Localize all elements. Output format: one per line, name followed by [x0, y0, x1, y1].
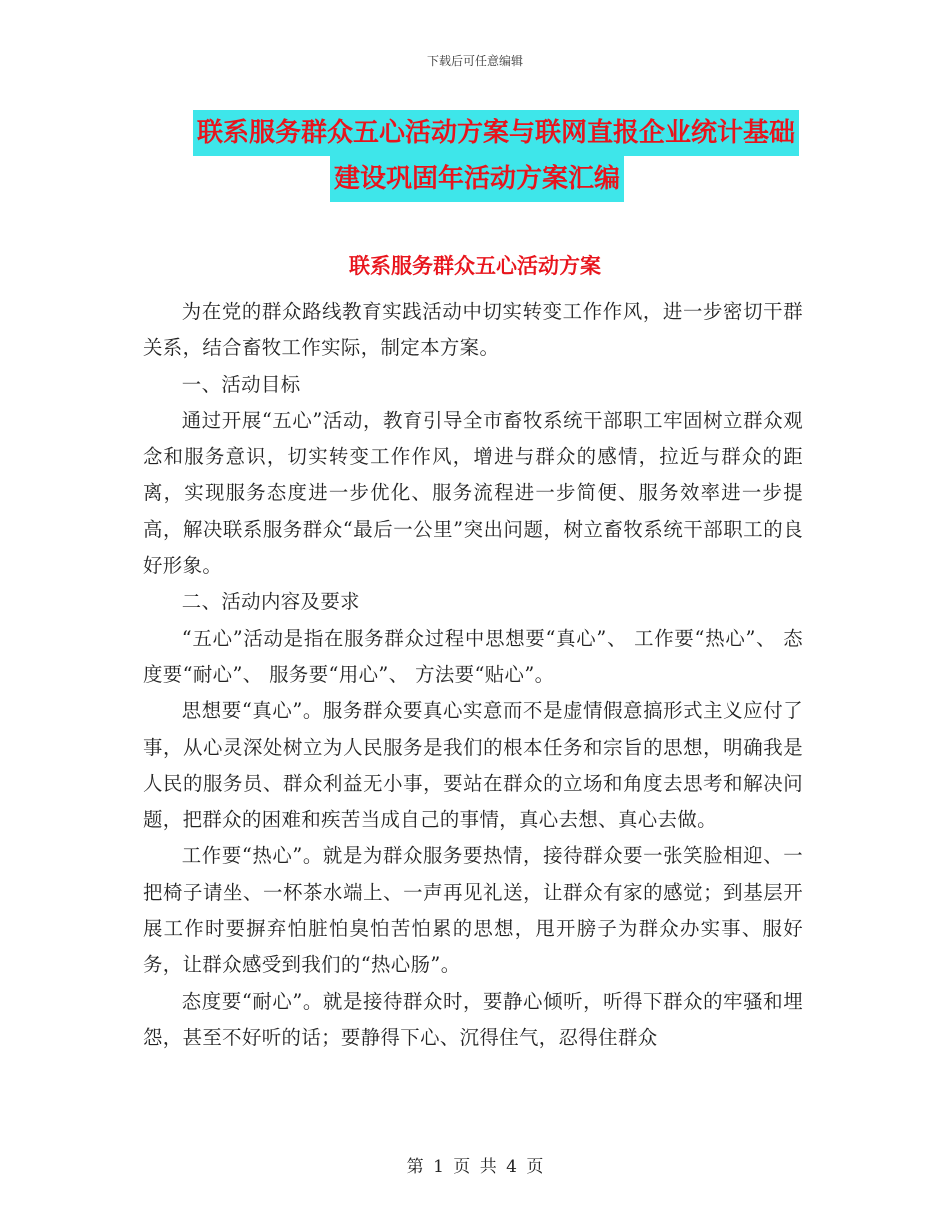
heading-activity-goal: 一、活动目标: [181, 372, 301, 396]
document-body: [143, 294, 803, 1056]
header-note: 下载后可任意编辑: [426, 54, 523, 68]
paragraph-goal: 通过开展“五心”活动，教育引导全市畜牧系统干部职工牢固树立群众观念和服务意识，切实转变工作作风，增进与群众的感情，拉近与群众的距离，实现服务态度进一步优化、服务流程进一步简便、服务效率进一步提高，解决联系服务群众“最后一公里”突出问题，树立畜牧系统干部职工的良好形象。: [143, 408, 803, 578]
section-title: 联系服务群众五心活动方案: [349, 254, 601, 278]
heading-content-requirements: 二、活动内容及要求: [181, 590, 360, 614]
paragraph-intro: 为在党的群众路线教育实践活动中切实转变工作作风，进一步密切干群关系，结合畜牧工作实际，制定本方案。: [143, 300, 803, 360]
paragraph-sincere: 思想要“真心”。服务群众要真心实意而不是虚情假意搞形式主义应付了事，从心灵深处树立为人民服务是我们的根本任务和宗旨的思想，明确我是人民的服务员、群众利益无小事，要站在群众的立场和角度去思考和解决问题，把群众的困难和疾苦当成自己的事情，真心去想、真心去做。: [143, 699, 803, 832]
document-title-line-2: 建设巩固年活动方案汇编: [330, 156, 624, 202]
paragraph-patient: 态度要“耐心”。就是接待群众时，要静心倾听，听得下群众的牢骚和埋怨，甚至不好听的话；要静得下心、沉得住气，忍得住群众: [143, 989, 803, 1049]
document-title-line-1: 联系服务群众五心活动方案与联网直报企业统计基础: [193, 110, 799, 156]
paragraph-warm: 工作要“热心”。就是为群众服务要热情，接待群众要一张笑脸相迎、一把椅子请坐、一杯茶水端上、一声再见礼送，让群众有家的感觉；到基层开展工作时要摒弃怕脏怕臭怕苦怕累的思想，甩开膀子为群众办实事、服好务，让群众感受到我们的“热心肠”。: [143, 844, 803, 977]
paragraph-five-hearts: “五心”活动是指在服务群众过程中思想要“真心”、 工作要“热心”、 态度要“耐心”、 服务要“用心”、 方法要“贴心”。: [143, 626, 803, 686]
document-title: [185, 110, 825, 202]
page-footer: 第 1 页 共 4 页: [406, 1157, 544, 1177]
